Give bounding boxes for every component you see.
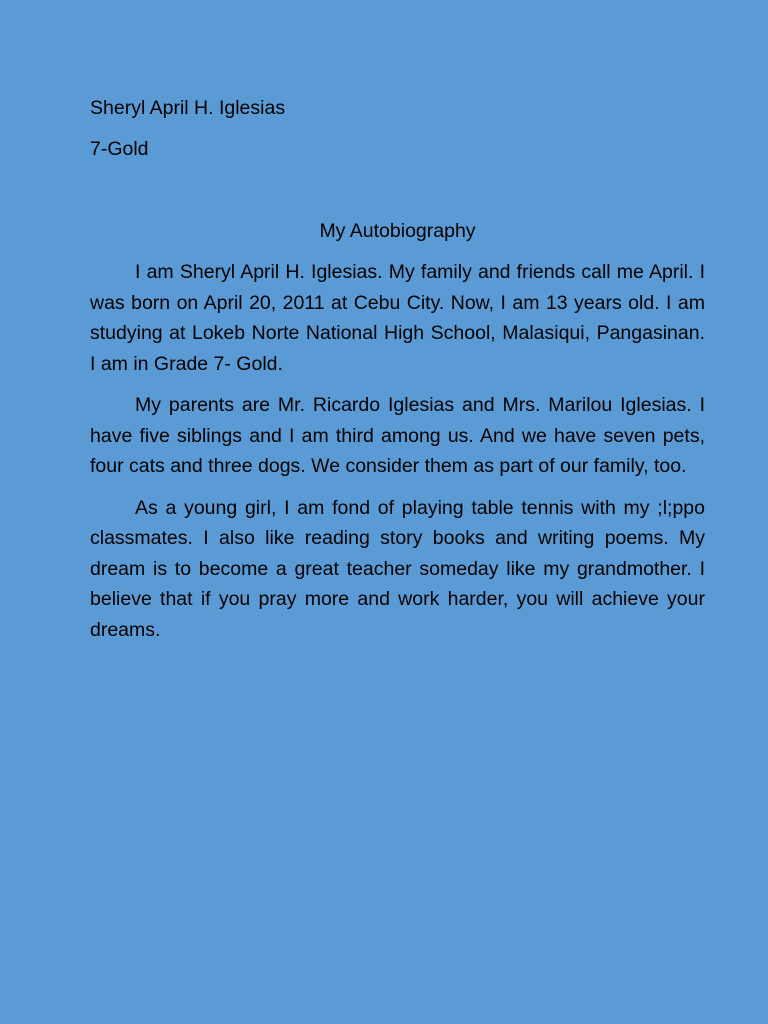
document-title: My Autobiography — [319, 220, 476, 242]
paragraph-intro: I am Sheryl April H. Iglesias. My family and friends call me April. I was born on April 20, 2011 at Cebu City. Now, I am 13 years old. I am studying at Lokeb Norte National High School, Malasiqui, Pangasinan. I am in Grade 7- Gold. — [90, 261, 705, 375]
paragraph-family: My parents are Mr. Ricardo Iglesias and Mrs. Marilou Iglesias. I have five siblings and I am third among us. And we have seven pets, four cats and three dogs. We consider them as part of our family, too. — [90, 394, 705, 477]
paragraph-hobbies: As a young girl, I am fond of playing table tennis with my ;l;ppo classmates. I also like reading story books and writing poems. My dream is to become a great teacher someday like my grandmother. I believe that if you pray more and work harder, you will achieve your dreams. — [90, 496, 705, 641]
author-name: Sheryl April H. Iglesias — [90, 97, 286, 119]
class-section: 7-Gold — [90, 138, 149, 160]
